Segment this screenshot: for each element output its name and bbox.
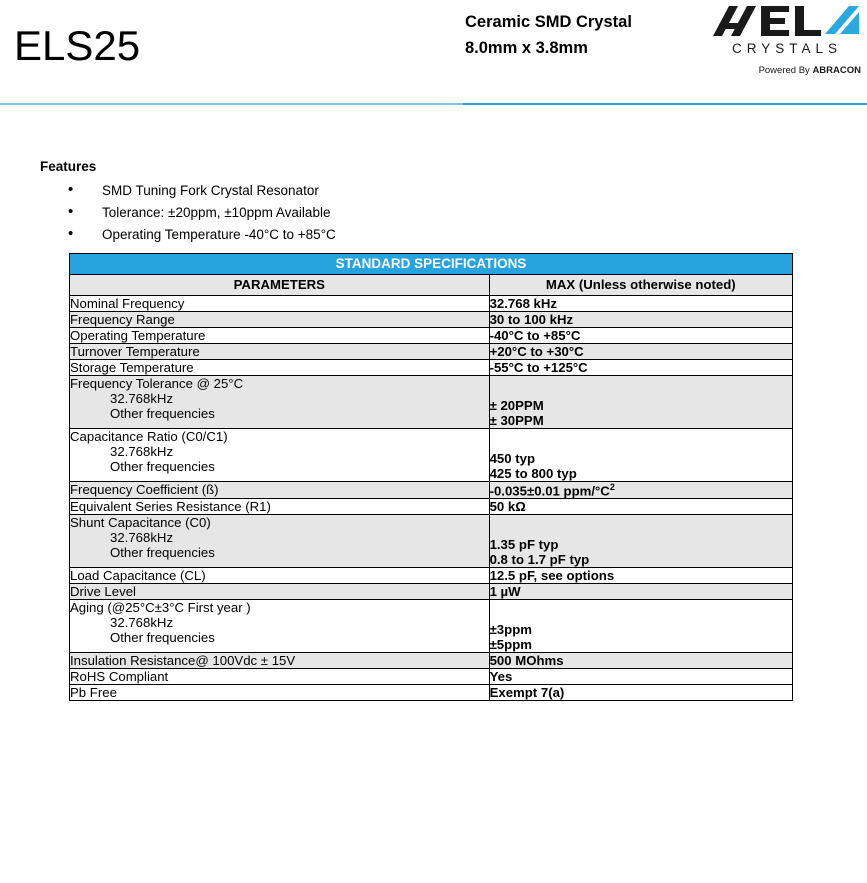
row-param: Equivalent Series Resistance (R1) — [70, 499, 490, 515]
row-value: -40°C to +85°C — [489, 328, 792, 344]
table-row — [70, 669, 793, 685]
row-subparam-2: Other frequencies — [110, 406, 215, 421]
ael-crystals-logo — [709, 4, 861, 76]
table-row — [70, 515, 793, 568]
row-param-group — [70, 515, 490, 568]
product-title-line2: 8.0mm x 3.8mm — [465, 39, 588, 57]
powered-by-text — [709, 65, 861, 76]
table-row — [70, 360, 793, 376]
product-title-line1: Ceramic SMD Crystal — [465, 13, 632, 31]
row-value-2: 425 to 800 typ — [489, 466, 577, 481]
row-value: 12.5 pF, see options — [489, 568, 792, 584]
product-title — [465, 9, 705, 61]
table-row — [70, 499, 793, 515]
table-banner: STANDARD SPECIFICATIONS — [70, 254, 793, 275]
row-param-group — [70, 600, 490, 653]
table-row — [70, 482, 793, 499]
features-list — [40, 180, 740, 246]
column-header-parameters: PARAMETERS — [70, 275, 490, 296]
row-value: 32.768 kHz — [489, 296, 792, 312]
row-value: Exempt 7(a) — [489, 685, 792, 701]
row-value: 30 to 100 kHz — [489, 312, 792, 328]
header-divider-left — [0, 103, 463, 105]
row-value: 1 µW — [489, 584, 792, 600]
features-heading: Features — [40, 159, 97, 174]
column-header-max: MAX (Unless otherwise noted) — [489, 275, 792, 296]
row-subparam-1: 32.768kHz — [110, 391, 174, 406]
table-row — [70, 653, 793, 669]
list-item: • Tolerance: ±20ppm, ±10ppm Available — [40, 202, 740, 224]
row-value-group — [489, 482, 792, 499]
row-param: Frequency Range — [70, 312, 490, 328]
row-param: Drive Level — [70, 584, 490, 600]
row-param: Pb Free — [70, 685, 490, 701]
list-item: • Operating Temperature -40°C to +85°C — [40, 224, 740, 246]
row-param: Operating Temperature — [70, 328, 490, 344]
row-value: Yes — [489, 669, 792, 685]
row-subparam-1: 32.768kHz — [110, 615, 174, 631]
row-value-group — [489, 515, 792, 568]
header-divider-right — [463, 103, 867, 105]
table-row — [70, 296, 793, 312]
row-param: Storage Temperature — [70, 360, 490, 376]
row-param: Load Capacitance (CL) — [70, 568, 490, 584]
value-spacer — [490, 515, 792, 537]
row-param: Aging (@25°C±3°C First year ) — [70, 600, 251, 616]
row-value-group — [489, 429, 792, 482]
row-param: Frequency Tolerance @ 25°C — [70, 376, 244, 391]
row-param: Nominal Frequency — [70, 296, 490, 312]
row-value-group — [489, 376, 792, 429]
row-value: -55°C to +125°C — [489, 360, 792, 376]
table-row — [70, 429, 793, 482]
row-value-1: ±3ppm — [489, 622, 532, 638]
row-param: RoHS Compliant — [70, 669, 490, 685]
table-header-row — [70, 275, 793, 296]
row-value-1: ± 20PPM — [489, 398, 544, 413]
row-value: -0.035±0.01 ppm/°C — [489, 483, 610, 499]
row-value: +20°C to +30°C — [489, 344, 792, 360]
row-param: Frequency Coefficient (ß) — [70, 482, 490, 499]
row-param-group — [70, 376, 490, 429]
row-value-2: 0.8 to 1.7 pF typ — [489, 552, 590, 568]
table-row — [70, 328, 793, 344]
row-value-2: ± 30PPM — [489, 413, 544, 428]
row-param: Insulation Resistance@ 100Vdc ± 15V — [70, 653, 490, 669]
standard-specifications-table — [69, 253, 793, 701]
table-row — [70, 600, 793, 653]
table-row — [70, 376, 793, 429]
value-spacer — [490, 600, 792, 622]
table-row — [70, 312, 793, 328]
table-banner-row — [70, 254, 793, 275]
header-divider — [0, 103, 867, 105]
value-spacer — [490, 429, 792, 451]
row-value-1: 450 typ — [489, 451, 536, 466]
logo-subtext: CRYSTALS — [731, 41, 843, 56]
row-param: Shunt Capacitance (C0) — [70, 515, 211, 531]
row-subparam-2: Other frequencies — [110, 459, 215, 474]
page-title: ELS25 — [14, 22, 141, 69]
table-row — [70, 344, 793, 360]
logo-wordmark-icon — [709, 4, 861, 40]
row-subparam-2: Other frequencies — [110, 630, 215, 646]
row-param: Turnover Temperature — [70, 344, 490, 360]
page-header — [0, 0, 867, 104]
list-item: • SMD Tuning Fork Crystal Resonator — [40, 180, 740, 202]
row-value-1: 1.35 pF typ — [489, 537, 559, 553]
powered-by-prefix: Powered By — [758, 65, 813, 76]
row-subparam-2: Other frequencies — [110, 545, 215, 561]
row-value: 500 MOhms — [489, 653, 792, 669]
row-value-2: ±5ppm — [489, 637, 532, 653]
table-row — [70, 568, 793, 584]
row-value-group — [489, 600, 792, 653]
row-value-superscript: 2 — [609, 482, 615, 492]
table-row — [70, 685, 793, 701]
value-spacer — [490, 376, 792, 398]
row-param: Capacitance Ratio (C0/C1) — [70, 429, 228, 444]
table-row — [70, 584, 793, 600]
row-param-group — [70, 429, 490, 482]
row-subparam-1: 32.768kHz — [110, 530, 174, 546]
powered-by-brand: ABRACON — [812, 65, 861, 76]
row-subparam-1: 32.768kHz — [110, 444, 174, 459]
row-value: 50 kΩ — [489, 499, 792, 515]
